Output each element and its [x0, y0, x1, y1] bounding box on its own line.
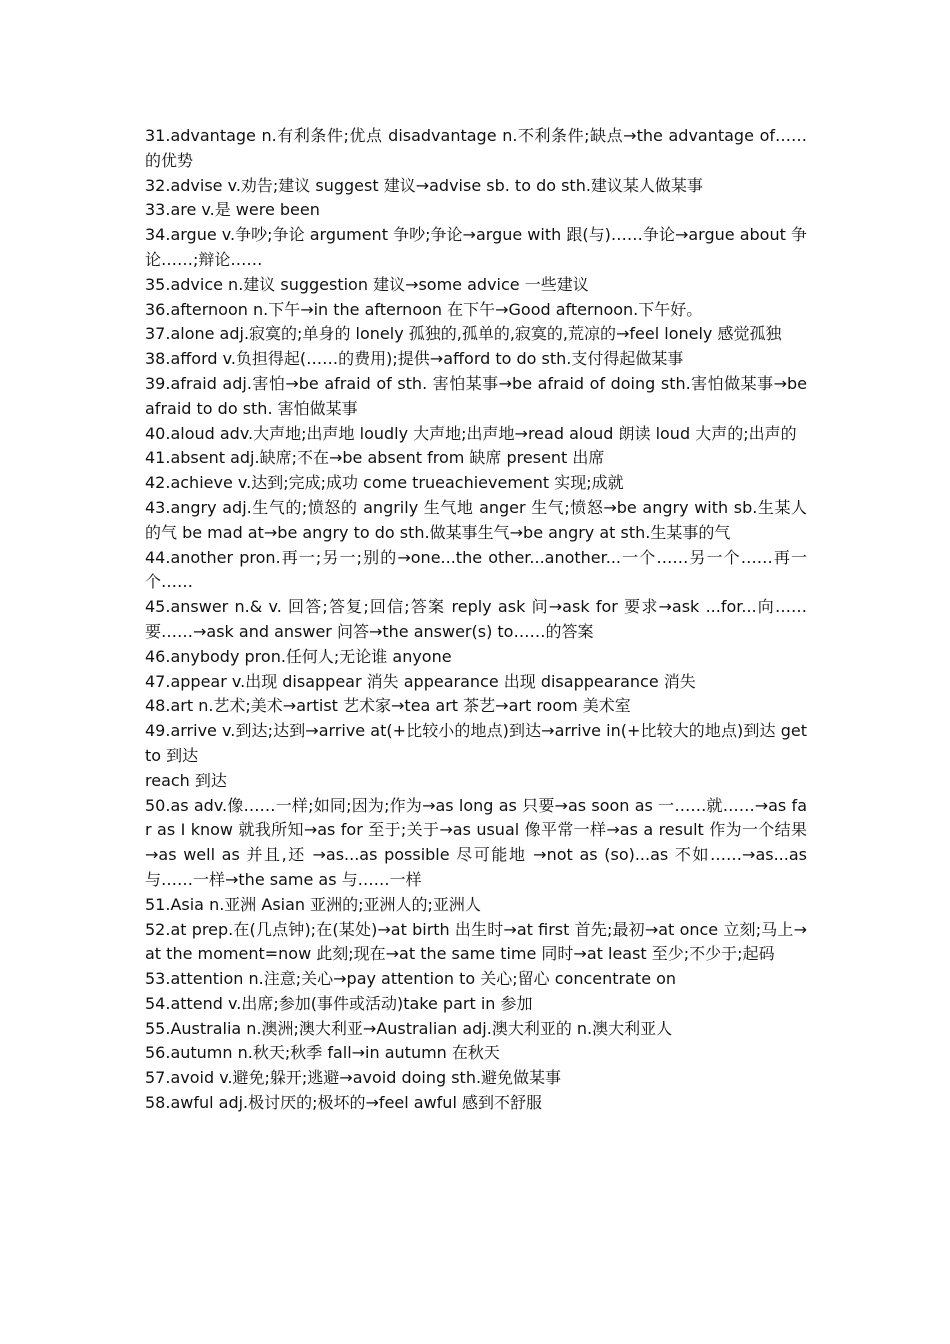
entry-53: 53.attention n.注意;关心→pay attention to 关心;留心 concentrate on — [145, 969, 677, 989]
entry-55: 55.Australia n.澳洲;澳大利亚→Australian adj.澳大利亚的 n.澳大利亚人 — [145, 1018, 673, 1038]
entry-48: 48.art n.艺术;美术→artist 艺术家→tea art 茶艺→art room 美术室 — [145, 696, 631, 716]
entry-58: 58.awful adj.极讨厌的;极坏的→feel awful 感到不舒服 — [145, 1093, 542, 1113]
entry-49: 49.arrive v.到达;达到→arrive at(+比较小的地点)到达→arrive in(+比较大的地点)到达 get to 到达 — [145, 721, 807, 765]
entry-40: 40.aloud adv.大声地;出声地 loudly 大声地;出声地→read aloud 朗读 loud 大声的;出声的 — [145, 423, 797, 443]
entry-36: 36.afternoon n.下午→in the afternoon 在下午→Good afternoon.下午好。 — [145, 299, 703, 319]
entry-35: 35.advice n.建议 suggestion 建议→some advice 一些建议 — [145, 274, 589, 294]
entry-39: 39.afraid adj.害怕→be afraid of sth. 害怕某事→be afraid of doing sth.害怕做某事→be afraid to do sth. 害怕做某事 — [145, 373, 807, 418]
vocabulary-page — [145, 124, 807, 1116]
entry-49-continued: reach 到达 — [145, 770, 227, 790]
entry-31: 31.advantage n.有利条件;优点 disadvantage n.不利条件;缺点→the advantage of……的优势 — [145, 126, 807, 170]
entry-51: 51.Asia n.亚洲 Asian 亚洲的;亚洲人的;亚洲人 — [145, 894, 481, 914]
entry-54: 54.attend v.出席;参加(事件或活动)take part in 参加 — [145, 993, 533, 1013]
entry-38: 38.afford v.负担得起(……的费用);提供→afford to do sth.支付得起做某事 — [145, 349, 684, 369]
entry-33: 33.are v.是 were been — [145, 200, 320, 220]
entry-46: 46.anybody pron.任何人;无论谁 anyone — [145, 646, 452, 666]
entry-52: 52.at prep.在(几点钟);在(某处)→at birth 出生时→at first 首先;最初→at once 立刻;马上→at the moment=now 此刻;现在→at the same time 同时→at least 至少;不少于;起码 — [145, 919, 807, 964]
entry-57: 57.avoid v.避免;躲开;逃避→avoid doing sth.避免做某事 — [145, 1068, 562, 1088]
entry-34: 34.argue v.争吵;争论 argument 争吵;争论→argue with 跟(与)……争论→argue about 争论……;辩论…… — [145, 225, 807, 269]
entry-47: 47.appear v.出现 disappear 消失 appearance 出现 disappearance 消失 — [145, 671, 696, 691]
entry-44: 44.another pron.再一;另一;别的→one...the other...another...一个……另一个……再一个…… — [145, 547, 807, 592]
entry-50: 50.as adv.像……一样;如同;因为;作为→as long as 只要→as soon as 一……就……→as far as I know 就我所知→as for 至于;关于→as usual 像平常一样→as a result 作为一个结果→as well as 并且,还 →as...as possible 尽可能地 →not as (so)...as 不如……→as...as 与……一样→the same as 与……一样 — [145, 795, 807, 889]
entry-41: 41.absent adj.缺席;不在→be absent from 缺席 present 出席 — [145, 448, 605, 468]
entry-37: 37.alone adj.寂寞的;单身的 lonely 孤独的,孤单的,寂寞的,荒凉的→feel lonely 感觉孤独 — [145, 324, 782, 344]
entry-43: 43.angry adj.生气的;愤怒的 angrily 生气地 anger 生气;愤怒→be angry with sb.生某人的气 be mad at→be angry to do sth.做某事生气→be angry at sth.生某事的气 — [145, 497, 807, 542]
entry-42: 42.achieve v.达到;完成;成功 come trueachievement 实现;成就 — [145, 473, 624, 493]
entry-56: 56.autumn n.秋天;秋季 fall→in autumn 在秋天 — [145, 1043, 500, 1063]
entry-45: 45.answer n.& v. 回答;答复;回信;答案 reply ask 问→ask for 要求→ask ...for...向……要……→ask and answer 问答→the answer(s) to……的答案 — [145, 597, 807, 641]
entry-32: 32.advise v.劝告;建议 suggest 建议→advise sb. to do sth.建议某人做某事 — [145, 175, 703, 195]
